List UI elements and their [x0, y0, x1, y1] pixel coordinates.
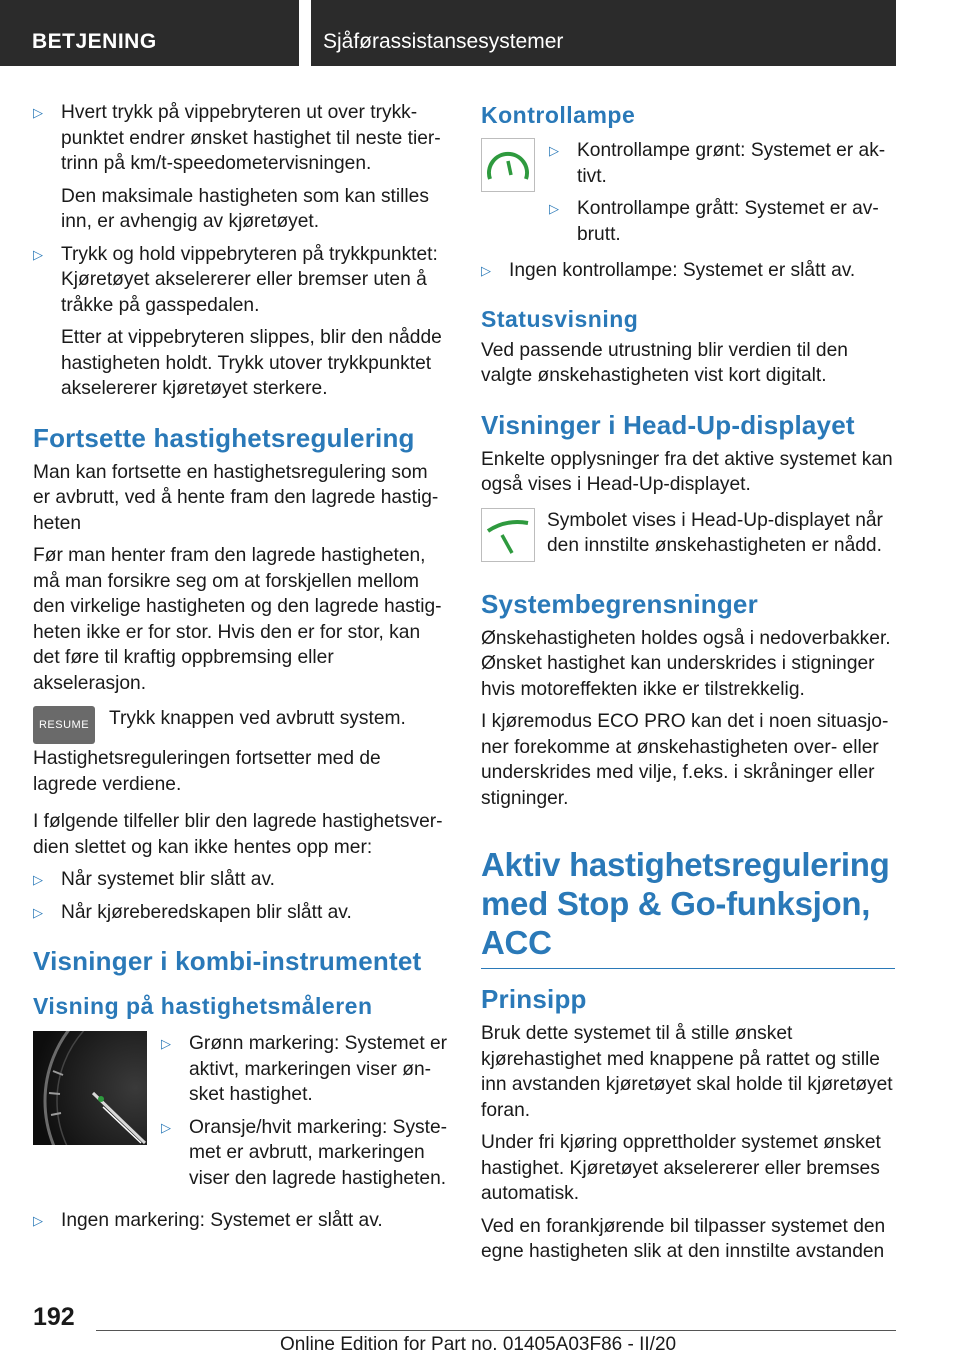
section-title: BETJENING: [0, 0, 299, 66]
list-item-note: Etter at vippebryteren slippes, blir den nådde hastigheten holdt. Trykk utover trykkpunktet akselererer kjøretøyet sterkere.: [61, 327, 442, 399]
triangle-bullet-icon: ▷: [161, 1036, 171, 1051]
triangle-bullet-icon: ▷: [33, 246, 43, 262]
list-item: ▷ Ingen kontrollampe: Systemet er slått av.: [481, 258, 895, 284]
hud-speed-reached-icon: [481, 508, 535, 562]
list-item: ▷ Trykk og hold vippebryteren på trykkpunktet: Kjøretøyet akselererer eller bremser uten å tråkke på gasspedalen.: [33, 243, 438, 316]
triangle-bullet-icon: ▷: [549, 143, 559, 158]
triangle-bullet-icon: ▷: [549, 201, 559, 216]
section-heading: Visninger i kombi-instrumentet: [33, 946, 422, 976]
list-item: ▷ Oransje/hvit markering: Systemet er avbrutt, markeringen viser den lagrede hastigheten.: [161, 1116, 448, 1189]
paragraph: Under fri kjøring opprettholder systemet ønsket hastighet. Kjøretøyet akselererer eller bremses automatisk.: [481, 1132, 881, 1204]
paragraph: I følgende tilfeller blir den lagrede hastighetsverdien slettet og kan ikke hentes opp mer:: [33, 811, 443, 858]
triangle-bullet-icon: ▷: [33, 105, 43, 120]
list-item-note: Den maksimale hastigheten som kan stilles inn, er avhengig av kjøretøyet.: [61, 185, 429, 232]
right-column: [481, 100, 895, 1272]
speedometer-image: [33, 1031, 147, 1145]
paragraph: Symbolet vises i Head-Up-displayet når den innstilte ønskehastigheten er nådd.: [547, 509, 883, 556]
page-number: 192: [33, 1303, 75, 1331]
paragraph: Hastighetsreguleringen fortsetter med de lagrede verdiene.: [33, 748, 381, 795]
paragraph: Trykk knappen ved avbrutt system.: [109, 708, 406, 729]
section-heading: Prinsipp: [481, 984, 587, 1014]
paragraph: Ønskehastigheten holdes også i nedoverbakker. Ønsket hastighet kan underskrides i stigninger hvis motoreffekten ikke er tilstrekkelig.: [481, 627, 891, 700]
paragraph: Enkelte opplysninger fra det aktive systemet kan også vises i Head-Up-displayet.: [481, 448, 893, 495]
resume-figure: [33, 706, 448, 744]
chapter-heading: Aktiv hastighetsregulering med Stop & Go-funksjon, ACC: [481, 846, 890, 961]
section-heading: Systembegrensninger: [481, 588, 758, 619]
lamp-figure: [481, 138, 895, 254]
list-item: ▷ Grønn markering: Systemet er aktivt, markeringen viser ønsket hastighet.: [161, 1033, 448, 1105]
subsection-heading: Statusvisning: [481, 305, 639, 332]
section-heading: Visninger i Head-Up-displayet: [481, 409, 855, 440]
cruise-control-lamp-icon: [481, 138, 535, 192]
page-header: [0, 0, 960, 66]
list-item: ▷ Når kjøreberedskapen blir slått av.: [33, 900, 448, 926]
list-item: ▷ Ingen markering: Systemet er slått av.: [33, 1208, 448, 1234]
paragraph: I kjøremodus ECO PRO kan det i noen situasjoner forekomme at ønskehastigheten over- eller underskrides med vilje, f.eks. i skråninger eller stigninger.: [481, 711, 889, 809]
resume-button-icon: RESUME: [33, 706, 95, 744]
left-column: [33, 100, 448, 1241]
hud-figure: [481, 508, 895, 566]
triangle-bullet-icon: ▷: [33, 872, 43, 887]
subsection-heading: Visning på hastighetsmåleren: [33, 993, 373, 1019]
paragraph: Man kan fortsette en hastighetsregulering som er avbrutt, ved å hente fram den lagrede hastigheten: [33, 461, 439, 534]
paragraph: Ved en forankjørende bil tilpasser systemet den egne hastigheten slik at den innstilte avstanden: [481, 1215, 886, 1262]
list-item: ▷ Hvert trykk på vippebryteren ut over trykkpunktet endrer ønsket hastighet til neste tiertrinn på km/t-speedometervisningen.: [33, 102, 441, 174]
list-item: ▷ Når systemet blir slått av.: [33, 867, 448, 893]
subsection-heading: Kontrollampe: [481, 102, 636, 128]
list-item: ▷ Kontrollampe grått: Systemet er avbrutt.: [549, 198, 879, 245]
speedometer-figure: [33, 1031, 448, 1198]
footer-divider: [96, 1330, 896, 1331]
triangle-bullet-icon: ▷: [33, 1213, 43, 1228]
paragraph: Før man henter fram den lagrede hastigheten, må man forsikre seg om at forskjellen mellom den virkelige hastigheten og den lagrede hastigheten ikke er for stor. Hvis den er for stor, kan det føre til kraftig oppbremsing eller akselerasjon.: [33, 545, 442, 694]
triangle-bullet-icon: ▷: [481, 263, 491, 278]
paragraph: Ved passende utrustning blir verdien til den valgte ønskehastigheten vist kort digitalt.: [481, 339, 848, 386]
section-heading: Fortsette hastighetsregulering: [33, 422, 415, 453]
paragraph: Bruk dette systemet til å stille ønsket kjørehastighet med knappene på rattet og stille inn avstanden kjøretøyet skal holde til kjøretøyet foran.: [481, 1023, 893, 1121]
list-item: ▷ Kontrollampe grønt: Systemet er aktivt.: [549, 140, 886, 187]
triangle-bullet-icon: ▷: [33, 904, 43, 920]
triangle-bullet-icon: ▷: [161, 1119, 171, 1135]
chapter-title: Sjåførassistansesystemer: [311, 0, 896, 66]
edition-note: Online Edition for Part no. 01405A03F86 - II/20: [280, 1334, 677, 1355]
heading-divider: [481, 968, 895, 969]
